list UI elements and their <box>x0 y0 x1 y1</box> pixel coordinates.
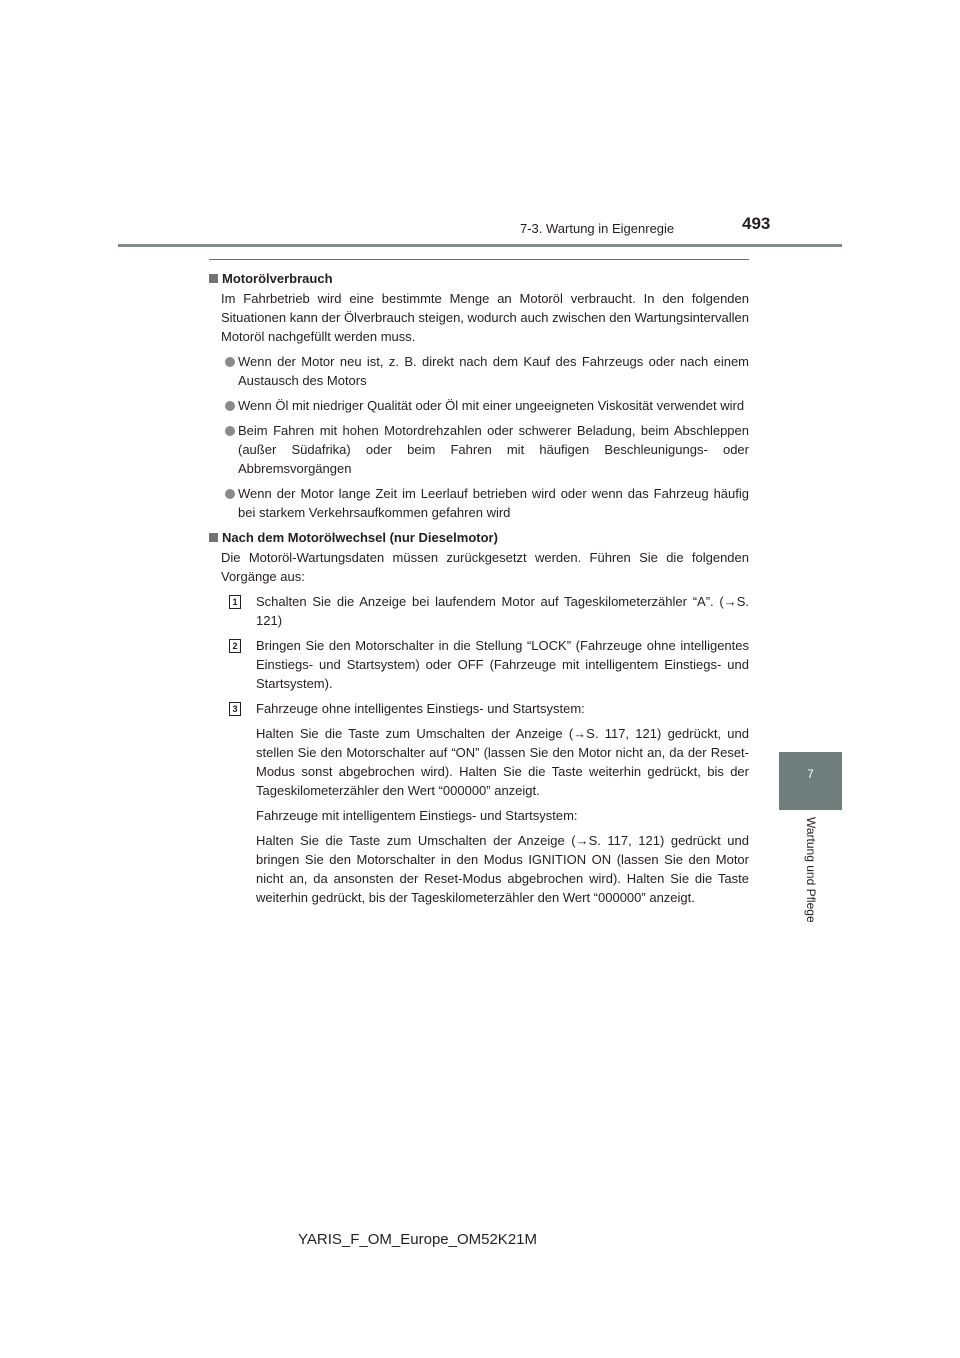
round-bullet-icon <box>225 357 235 367</box>
list-item-text: Wenn der Motor lange Zeit im Leerlauf betrieben wird oder wenn das Fahrzeug häufig bei starkem Verkehrsaufkommen gefahren wird <box>238 486 749 520</box>
list-item <box>209 421 749 478</box>
section-heading-text: Nach dem Motorölwechsel (nur Dieselmotor) <box>222 530 498 545</box>
chapter-number: 7 <box>807 767 814 781</box>
step-detail: Halten Sie die Taste zum Umschalten der Anzeige (→S. 117, 121) gedrückt, und stellen Sie den Motorschalter auf “ON” (lassen Sie den Motor nicht an, da der Reset-Modus sonst abgebrochen wird). Halten Sie die Taste weiterhin gedrückt, bis der Tageskilometerzähler den Wert “000000” anzeigt. <box>256 726 749 798</box>
square-bullet-icon <box>209 274 218 283</box>
round-bullet-icon <box>225 426 235 436</box>
step-number-badge: 3 <box>229 702 241 716</box>
section-intro: Im Fahrbetrieb wird eine bestimmte Menge an Motoröl verbraucht. In den folgenden Situationen kann der Ölverbrauch steigen, wodurch auch zwischen den Wartungsintervallen Motoröl nachgefüllt werden muss. <box>221 291 749 344</box>
procedure-step <box>209 699 749 718</box>
list-item-text: Wenn der Motor neu ist, z. B. direkt nach dem Kauf des Fahrzeugs oder nach einem Austausch des Motors <box>238 354 749 388</box>
step-number-badge: 1 <box>229 595 241 609</box>
square-bullet-icon <box>209 533 218 542</box>
step-detail: Halten Sie die Taste zum Umschalten der Anzeige (→S. 117, 121) gedrückt und bringen Sie den Motorschalter in den Modus IGNITION ON (lassen Sie den Motor nicht an, da ansonsten der Reset-Modus abgebrochen wird). Halten Sie die Taste weiterhin gedrückt, bis der Tageskilometerzähler den Wert “000000” anzeigt. <box>256 833 749 905</box>
chapter-tab <box>779 752 842 810</box>
list-item-text: Wenn Öl mit niedriger Qualität oder Öl mit einer ungeeigneten Viskosität verwendet wird <box>238 398 745 413</box>
step-text: Schalten Sie die Anzeige bei laufendem Motor auf Tageskilometerzähler “A”. (→S. 121) <box>256 594 749 628</box>
round-bullet-icon <box>225 489 235 499</box>
list-item <box>209 396 749 415</box>
procedure-step <box>209 592 749 630</box>
list-item <box>209 352 749 390</box>
section-heading-text: Motorölverbrauch <box>222 271 333 286</box>
chapter-label: Wartung und Pflege <box>804 817 818 923</box>
round-bullet-icon <box>225 401 235 411</box>
page-number: 493 <box>742 214 771 233</box>
procedure-step <box>209 636 749 693</box>
section-heading-oil-consumption <box>209 269 749 288</box>
page-content <box>209 265 749 913</box>
step-detail: Fahrzeuge mit intelligentem Einstiegs- und Startsystem: <box>256 808 578 823</box>
footer-doc-code: YARIS_F_OM_Europe_OM52K21M <box>298 1231 537 1248</box>
header-section-title: 7-3. Wartung in Eigenregie <box>520 221 675 236</box>
section-intro: Die Motoröl-Wartungsdaten müssen zurückgesetzt werden. Führen Sie die folgenden Vorgänge aus: <box>221 550 749 584</box>
step-text: Fahrzeuge ohne intelligentes Einstiegs- und Startsystem: <box>256 701 585 716</box>
list-item-text: Beim Fahren mit hohen Motordrehzahlen oder schwerer Beladung, beim Abschleppen (außer Südafrika) oder beim Fahren mit häufigen Beschleunigungs- oder Abbremsvorgängen <box>238 423 749 476</box>
step-number-badge: 2 <box>229 639 241 653</box>
header-divider <box>118 244 842 247</box>
list-item <box>209 484 749 522</box>
content-top-rule <box>209 259 749 260</box>
step-text: Bringen Sie den Motorschalter in die Stellung “LOCK” (Fahrzeuge ohne intelligentes Einstiegs- und Startsystem) oder OFF (Fahrzeuge mit intelligentem Einstiegs- und Startsystem). <box>256 638 749 691</box>
section-heading-oil-change <box>209 528 749 547</box>
